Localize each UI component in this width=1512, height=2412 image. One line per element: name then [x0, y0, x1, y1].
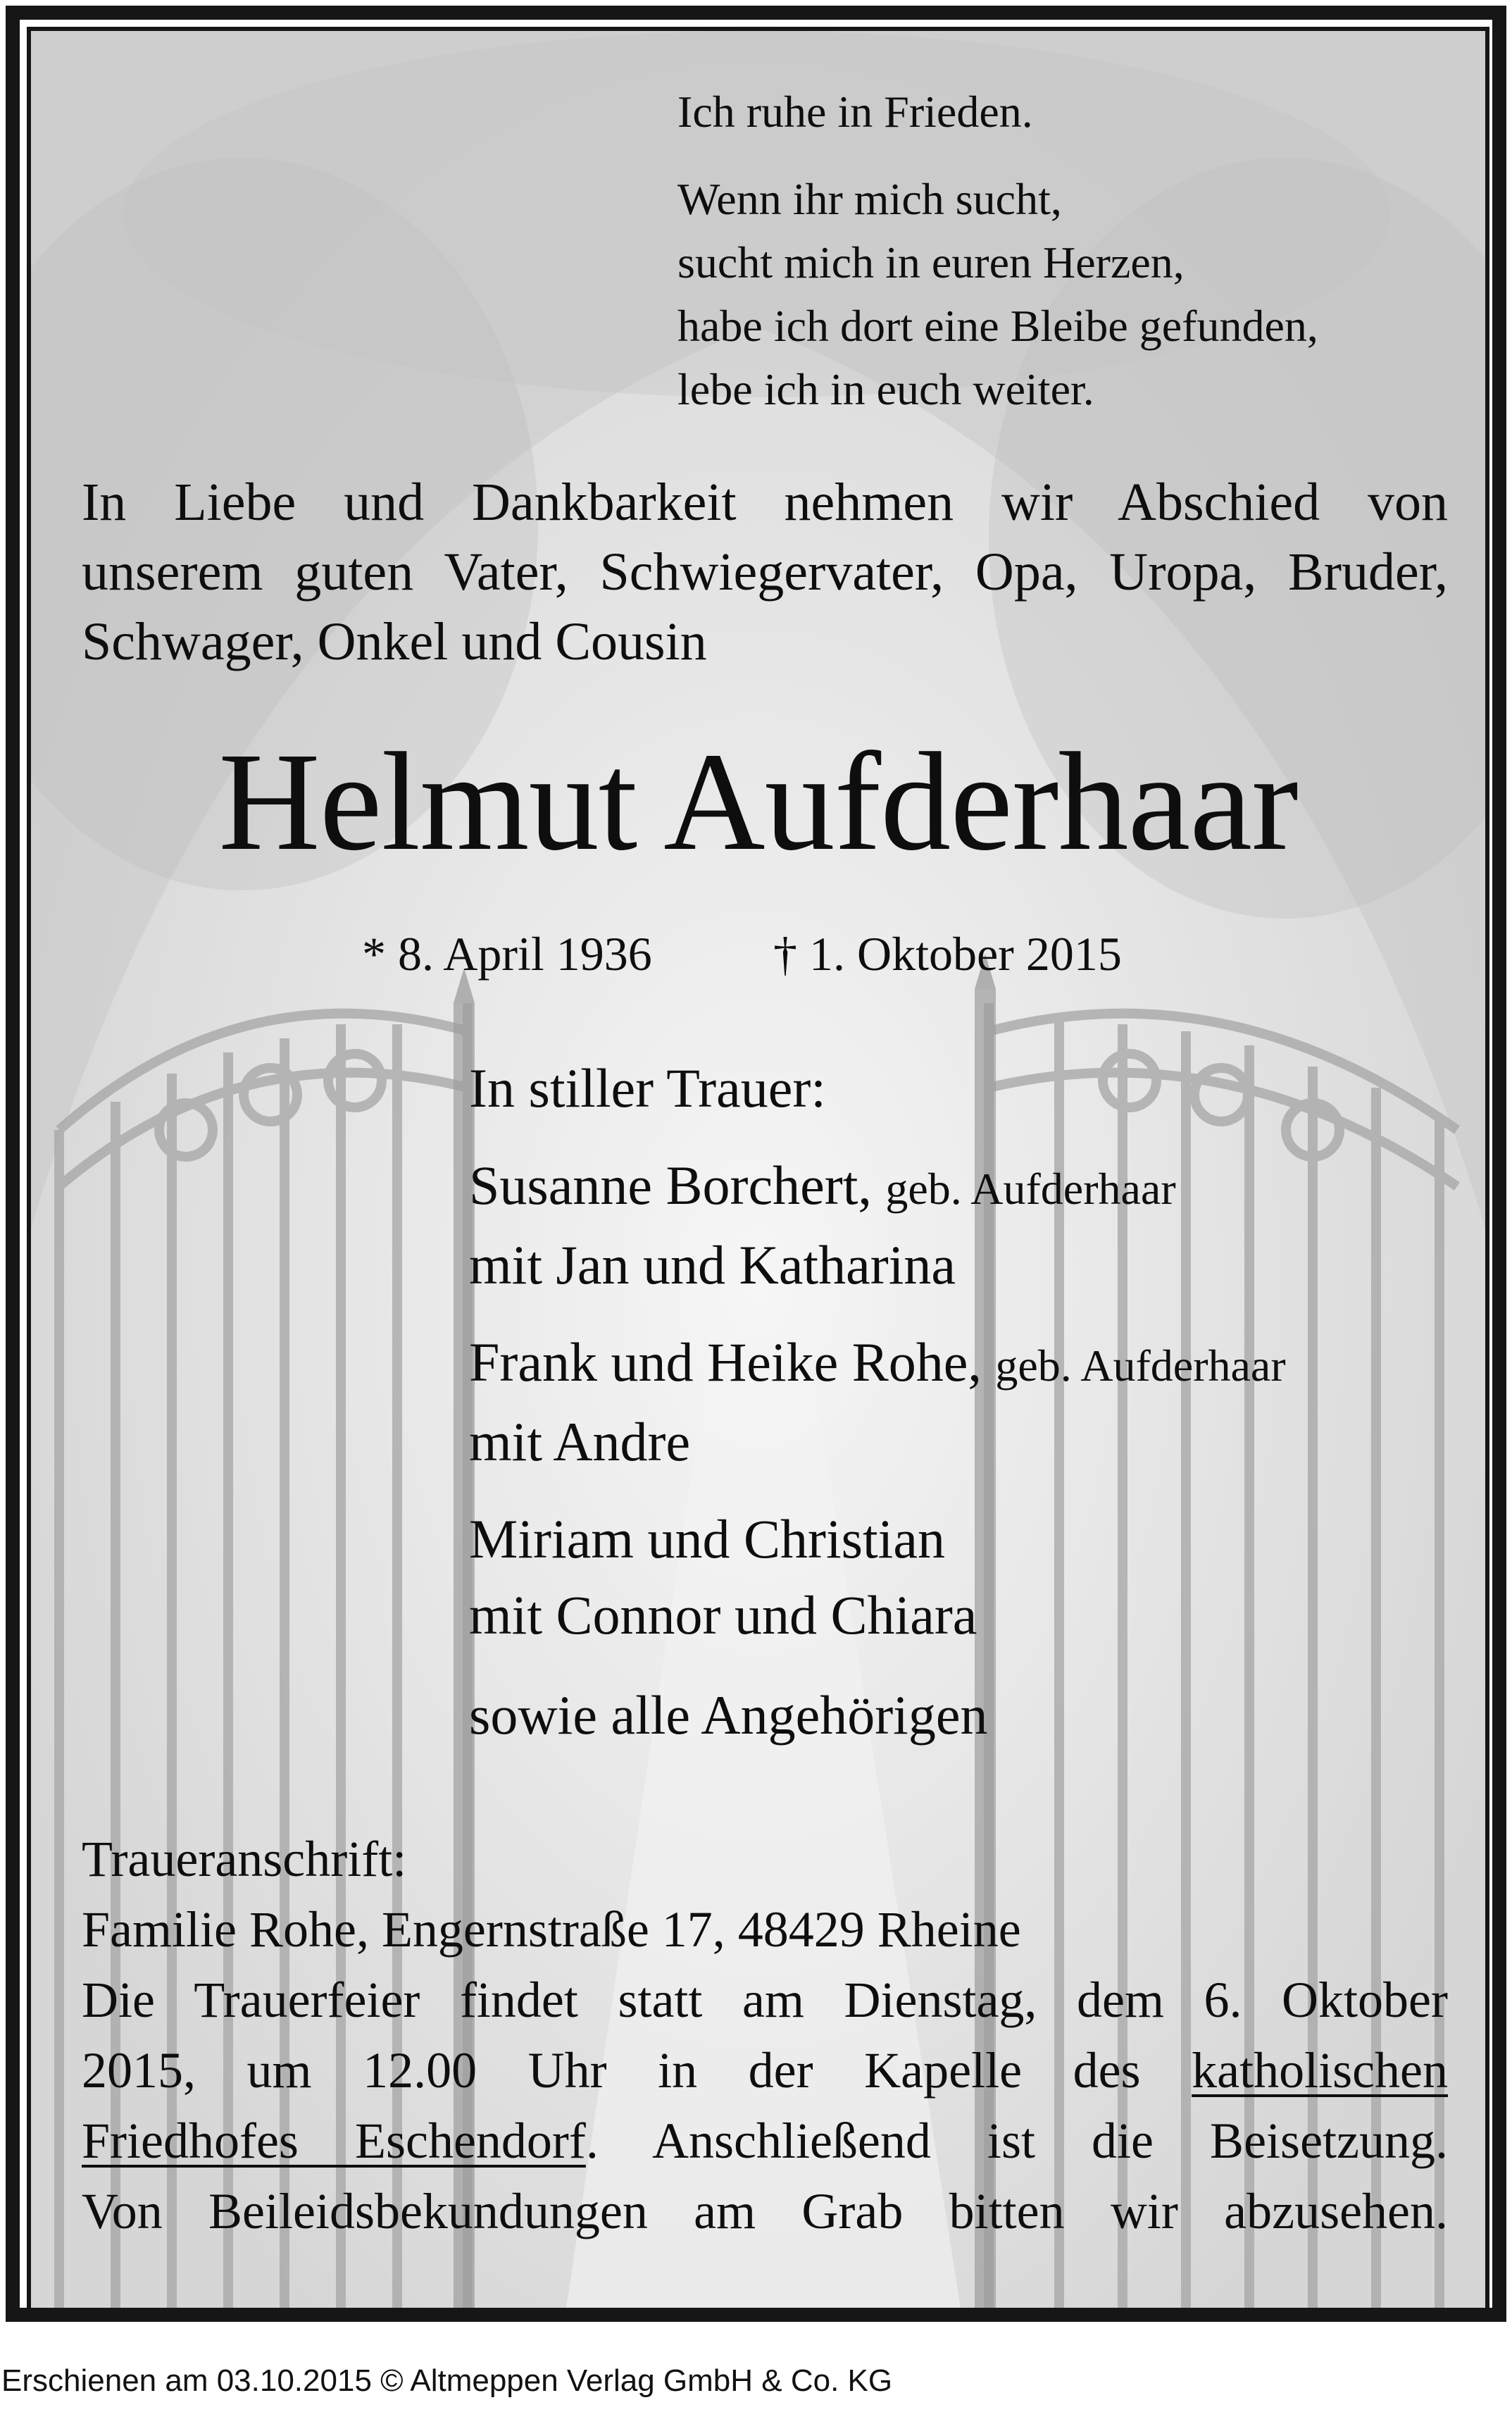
obituary-notice — [27, 27, 1489, 2312]
maiden-name-note: geb. Aufderhaar — [885, 1164, 1176, 1214]
mourner-entry — [469, 1324, 1476, 1404]
service-line — [82, 2035, 1448, 2106]
service-line — [82, 2106, 1448, 2176]
address-value: Familie Rohe, Engernstraße 17, 48429 Rheine — [82, 1901, 1021, 1958]
mourning-address — [82, 1824, 1448, 1965]
mourner-name: Frank und Heike Rohe, — [469, 1331, 982, 1393]
mourner-name: Susanne Borchert, — [469, 1155, 872, 1216]
address-label: Traueranschrift: — [82, 1831, 407, 1887]
obituary-frame-outer — [6, 6, 1506, 2322]
service-text: . Anschließend ist die Beisetzung. — [585, 2113, 1448, 2169]
farewell-line: unserem guten Vater, Schwiegervater, Opa, Uropa, Bruder, — [82, 542, 1448, 602]
service-line: Die Trauerfeier findet statt am Dienstag, dem 6. Oktober — [82, 1972, 1448, 2028]
farewell-line: Schwager, Onkel und Cousin — [82, 612, 707, 671]
service-line: Von Beileidsbekundungen am Grab bitten wir abzusehen. — [82, 2183, 1448, 2239]
death-date: † 1. Oktober 2015 — [773, 927, 1122, 981]
poem — [677, 80, 1466, 421]
cemetery-link[interactable]: katholischen — [1192, 2042, 1449, 2099]
mourner-entry — [469, 1148, 1476, 1227]
mourners-list — [469, 1050, 1476, 1753]
mourner-family: mit Andre — [469, 1411, 691, 1472]
obituary-frame-spacer — [20, 20, 1492, 2308]
poem-line: Ich ruhe in Frieden. — [677, 87, 1033, 137]
poem-line: sucht mich in euren Herzen, — [677, 237, 1185, 287]
mourner-entry: Miriam und Christian — [469, 1508, 945, 1569]
cemetery-link[interactable]: Friedhofes Eschendorf — [82, 2113, 586, 2169]
service-text: 2015, um 12.00 Uhr in der Kapelle des — [82, 2042, 1141, 2099]
other-relatives: sowie alle Angehörigen — [469, 1684, 988, 1746]
maiden-name-note: geb. Aufderhaar — [995, 1341, 1286, 1391]
deceased-name: Helmut Aufderhaar — [218, 724, 1298, 880]
poem-line: lebe ich in euch weiter. — [677, 364, 1094, 414]
mourner-family: mit Connor und Chiara — [469, 1584, 977, 1646]
farewell-paragraph — [82, 468, 1448, 677]
mourners-heading: In stiller Trauer: — [469, 1057, 826, 1119]
poem-line: habe ich dort eine Bleibe gefunden, — [677, 301, 1318, 351]
farewell-line: In Liebe und Dankbarkeit nehmen wir Abschied von — [82, 473, 1448, 532]
birth-date: * 8. April 1936 — [362, 927, 652, 981]
mourner-family: mit Jan und Katharina — [469, 1234, 956, 1295]
publication-footer: Erschienen am 03.10.2015 © Altmeppen Verlag GmbH & Co. KG — [1, 2363, 893, 2398]
funeral-service-info — [82, 1965, 1448, 2246]
poem-line: Wenn ihr mich sucht, — [677, 174, 1062, 224]
